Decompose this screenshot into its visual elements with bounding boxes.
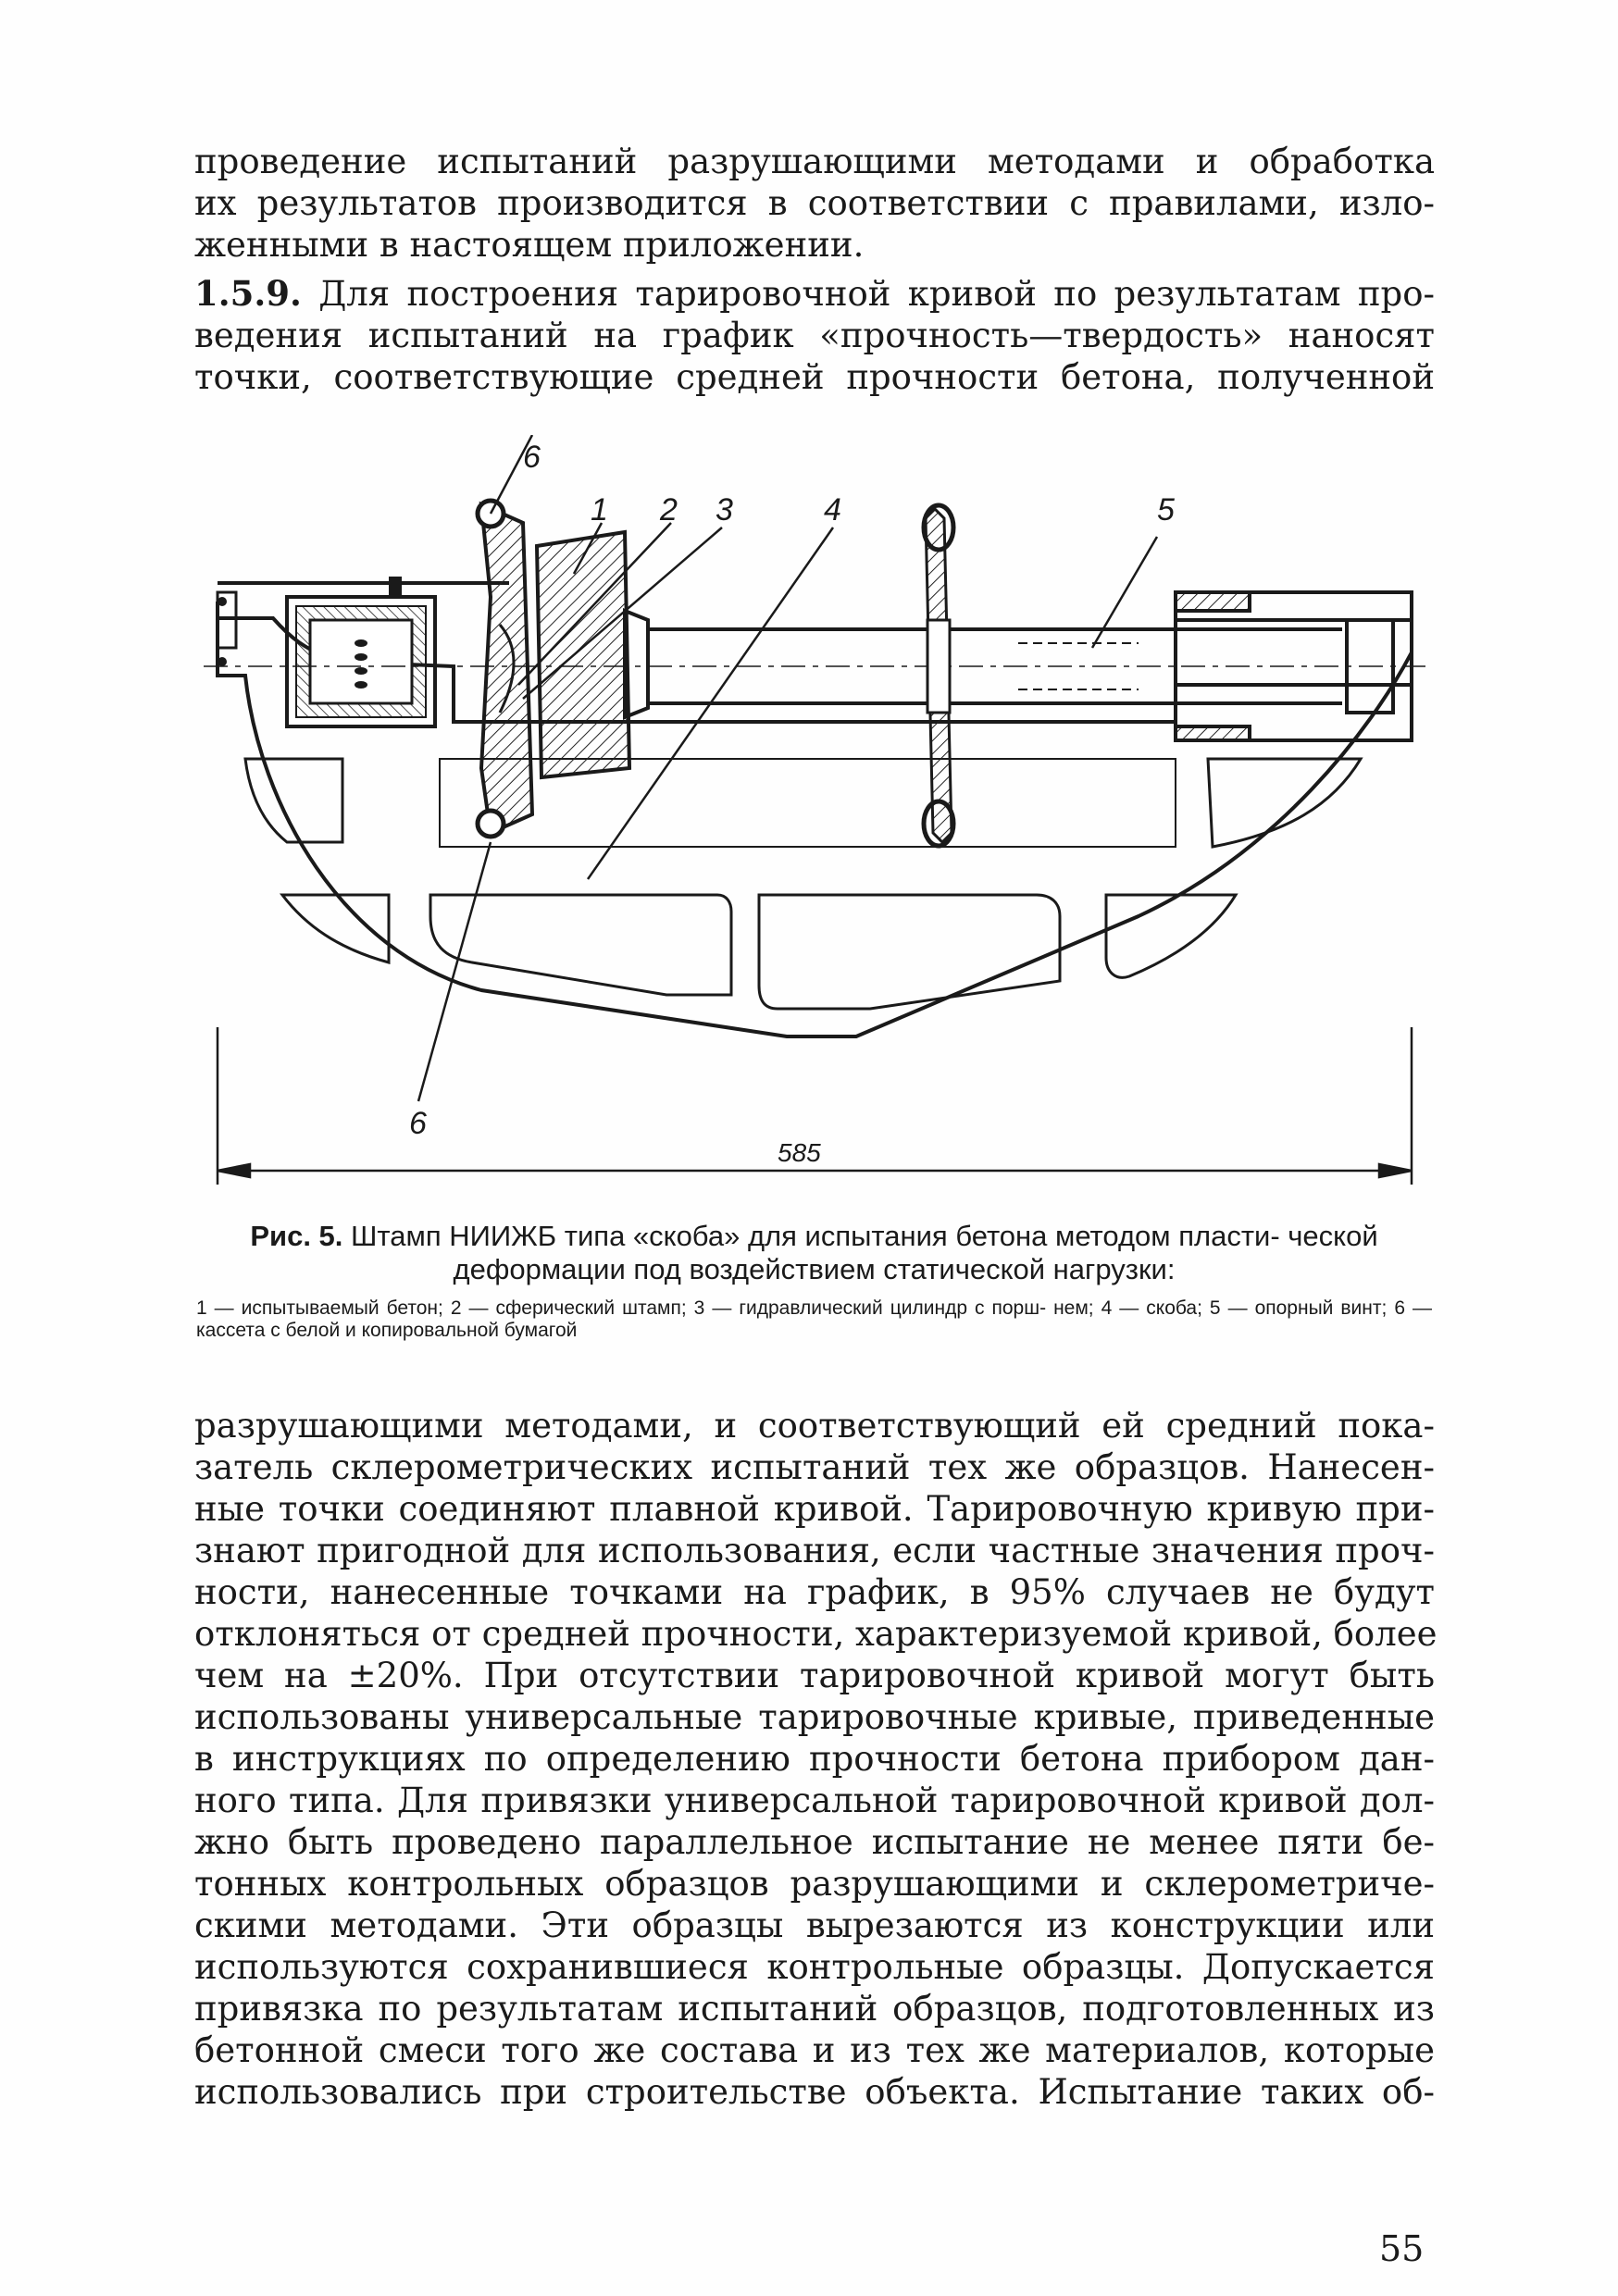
text-line: разрушающими методами, и соответствующий ей средний пока- <box>194 1406 1435 1446</box>
bottom-paragraph <box>194 1405 1438 2113</box>
text-line: бетонной смеси того же состава и из тех же материалов, которые <box>194 2030 1435 2070</box>
label-1: 1 <box>591 492 608 527</box>
text-line: используются сохранившиеся контрольные образцы. Допускается <box>194 1947 1435 1987</box>
text-line: жно быть проведено параллельное испытание не менее пяти бе- <box>194 1822 1435 1862</box>
text-line: точки, соответствующие средней прочности бетона, полученной <box>194 357 1435 397</box>
label-5: 5 <box>1157 492 1175 527</box>
text-line: отклоняться от средней прочности, характеризуемой кривой, более <box>194 1614 1438 1654</box>
figure-stamp-drawing <box>204 435 1435 1203</box>
section-line-text: Для построения тарировочной кривой по результатам про- <box>301 274 1435 314</box>
caption-title-text: Штамп НИИЖБ типа «скоба» для испытания бетона методом пласти- ческой деформации под воздействием статической нагрузки: <box>342 1220 1378 1285</box>
text-line: тонных контрольных образцов разрушающими и склерометриче- <box>194 1864 1435 1904</box>
text-line: ности, нанесенные точками на график, в 95% случаев не будут <box>194 1572 1435 1612</box>
text-line: чем на ±20%. При отсутствии тарировочной кривой могут быть <box>194 1656 1435 1695</box>
section-paragraph <box>194 273 1435 398</box>
dimension-line <box>218 1027 1412 1185</box>
text-line: ного типа. Для привязки универсальной тарировочной кривой дол- <box>194 1781 1435 1820</box>
text-line: использованы универсальные тарировочные кривые, приведенные <box>194 1697 1435 1737</box>
text-line: скими методами. Эти образцы вырезаются из конструкции или <box>194 1905 1435 1945</box>
label-3: 3 <box>716 492 733 527</box>
text-line: использовались при строительстве объекта. Испытание таких об- <box>194 2072 1435 2112</box>
label-2: 2 <box>660 492 678 527</box>
text-line: их результатов производится в соответствии с правилами, изло- <box>194 183 1435 223</box>
frame-windows <box>245 759 1361 1009</box>
section-number: 1.5.9. <box>194 273 302 314</box>
text-line: ные точки соединяют плавной кривой. Тарировочную кривую при- <box>194 1489 1435 1529</box>
handwheel <box>924 505 953 846</box>
cassette-holder <box>478 501 532 837</box>
label-6-top: 6 <box>523 440 541 475</box>
caption-title <box>196 1220 1432 1286</box>
caption-legend: 1 — испытываемый бетон; 2 — сферический штамп; 3 — гидравлический цилиндр с порш- нем; 4 — скоба; 5 — опорный винт; 6 — кассета с белой и копировальной бумагой <box>196 1297 1432 1341</box>
figure-label: Рис. 5. <box>250 1220 343 1252</box>
text-line: ведения испытаний на график «прочность—твердость» наносят <box>194 316 1435 355</box>
text-line: в инструкциях по определению прочности бетона прибором дан- <box>194 1739 1435 1779</box>
label-4: 4 <box>824 492 841 527</box>
top-paragraph <box>194 141 1435 266</box>
text-line <box>194 273 1435 315</box>
text-line: проведение испытаний разрушающими методами и обработка <box>194 142 1435 181</box>
text-line: знают пригодной для использования, если частные значения проч- <box>194 1531 1435 1570</box>
text-line: женными в настоящем приложении. <box>194 225 865 265</box>
figure-caption <box>196 1220 1432 1342</box>
text-line: привязка по результатам испытаний образцов, подготовленных из <box>194 1989 1435 2029</box>
text-line: затель склерометрических испытаний тех же образцов. Нанесен- <box>194 1447 1435 1487</box>
label-6-bottom: 6 <box>409 1106 427 1141</box>
page-number: 55 <box>1379 2228 1425 2269</box>
dimension-value: 585 <box>778 1138 821 1167</box>
